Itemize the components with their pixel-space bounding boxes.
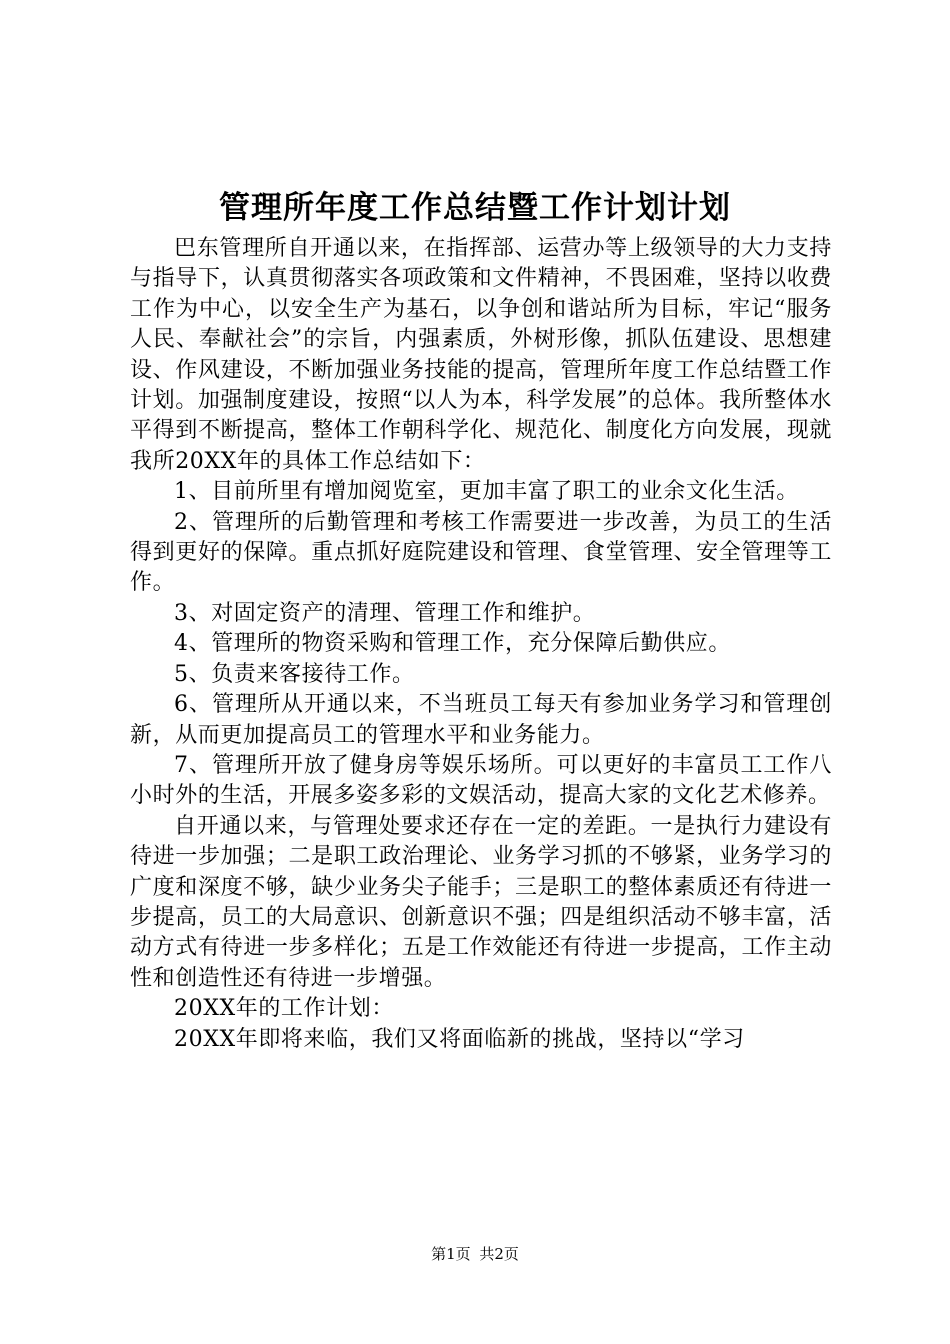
plan-heading: 20XX年的工作计划： <box>174 996 394 1022</box>
list-item: 2、管理所的后勤管理和考核工作需要进一步改善，为员工的生活得到更好的保障。重点抓好庭院建设和管理、食堂管理、安全管理等工作。 <box>130 509 832 596</box>
document-title: 管理所年度工作总结暨工作计划计划 <box>219 190 731 226</box>
page-footer <box>0 1243 950 1265</box>
list-item: 4、管理所的物资采购和管理工作，充分保障后勤供应。 <box>174 631 731 657</box>
intro-paragraph: 巴东管理所自开通以来，在指挥部、运营办等上级领导的大力支持与指导下，认真贯彻落实各项政策和文件精神，不畏困难，坚持以收费工作为中心，以安全生产为基石，以争创和谐站所为目标，牢记“服务人民、奉献社会”的宗旨，内强素质，外树形像，抓队伍建设、思想建设、作风建设，不断加强业务技能的提高，管理所年度工作总结暨工作计划。加强制度建设，按照“以人为本，科学发展”的总体。我所整体水平得到不断提高，整体工作朝科学化、规范化、制度化方向发展，现就我所20XX年的具体工作总结如下： <box>130 236 832 474</box>
list-item: 3、对固定资产的清理、管理工作和维护。 <box>174 600 596 626</box>
page-number: 第1页 <box>431 1245 471 1263</box>
list-item: 6、管理所从开通以来，不当班员工每天有参加业务学习和管理创新，从而更加提高员工的管理水平和业务能力。 <box>130 692 832 748</box>
shortcomings-paragraph: 自开通以来，与管理处要求还存在一定的差距。一是执行力建设有待进一步加强；二是职工政治理论、业务学习抓的不够紧，业务学习的广度和深度不够，缺少业务尖子能手；三是职工的整体素质还有待进一步提高，员工的大局意识、创新意识不强；四是组织活动不够丰富，活动方式有待进一步多样化；五是工作效能还有待进一步提高，工作主动性和创造性还有待进一步增强。 <box>130 813 832 991</box>
list-item: 5、负责来客接待工作。 <box>174 661 415 687</box>
list-item: 7、管理所开放了健身房等娱乐场所。可以更好的丰富员工工作八小时外的生活，开展多姿多彩的文娱活动，提高大家的文化艺术修养。 <box>130 752 832 809</box>
document-body <box>130 234 832 1055</box>
list-item: 1、目前所里有增加阅览室，更加丰富了职工的业余文化生活。 <box>174 479 799 505</box>
page-total: 共2页 <box>479 1245 519 1263</box>
plan-paragraph: 20XX年即将来临，我们又将面临新的挑战，坚持以“学习 <box>174 1026 745 1052</box>
